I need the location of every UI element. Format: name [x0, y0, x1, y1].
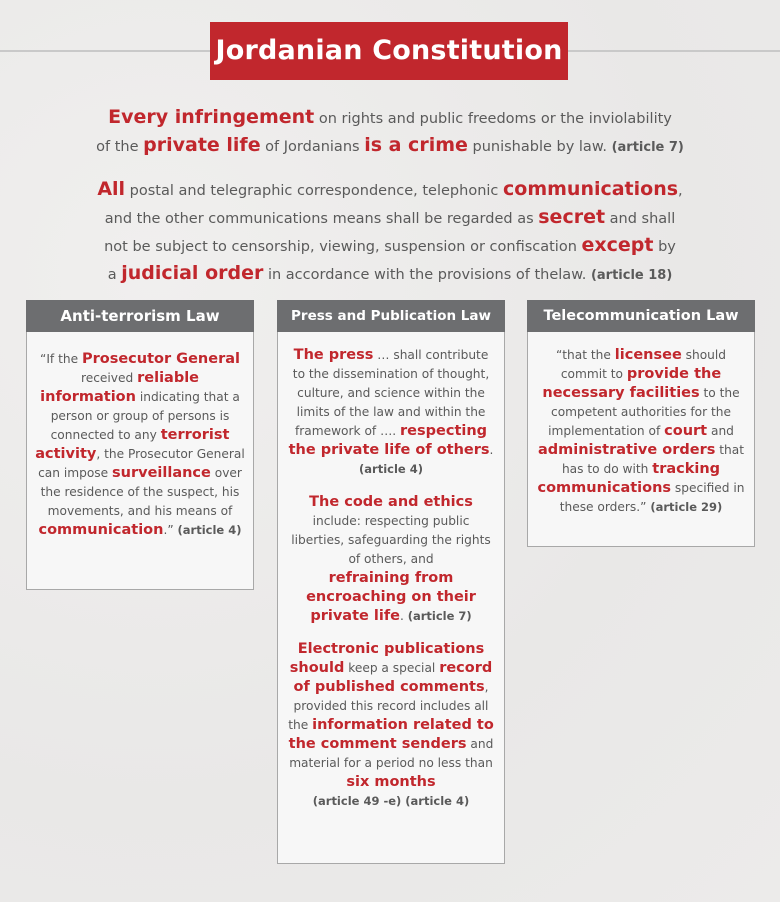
body-text: “If the [40, 352, 82, 366]
highlight-text: Every infringement [108, 106, 315, 128]
page-title: Jordanian Constitution [210, 22, 568, 80]
article-reference: (article 7) [407, 609, 472, 623]
highlight-text: refraining from encroaching on their private life [306, 570, 476, 624]
press-text [288, 346, 494, 825]
highlight-text: All [97, 178, 126, 200]
article-reference: (article 7) [611, 140, 684, 155]
body-text: punishable by law. [467, 139, 612, 155]
press-block-article-4 [288, 346, 494, 479]
highlight-text: information [40, 389, 136, 405]
highlight-text: court [664, 423, 708, 439]
highlight-text: except [581, 234, 654, 256]
body-text: to the competent authorities for the implementation of [548, 386, 740, 438]
highlight-text: licensee [614, 347, 682, 363]
body-text: on rights and public freedoms or the inviolability [314, 111, 672, 127]
body-text: and material for a period no less than [289, 737, 494, 770]
highlight-text: secret [538, 206, 606, 228]
body-text: . [399, 609, 408, 623]
highlight-text: record of published comments [293, 660, 493, 695]
body-text: include: respecting public liberties, safeguarding the rights of others, and [291, 514, 491, 566]
press-heading: Press and Publication Law [277, 300, 505, 332]
title-rule-left [0, 50, 210, 52]
body-text: keep a special [344, 661, 440, 675]
highlight-text: Prosecutor General [81, 351, 240, 367]
body-text: over the residence of the suspect, his movements, and his means of [40, 466, 242, 518]
body-text: and the other communications means shall be regarded as [104, 211, 539, 227]
article-reference: (article 4) [359, 462, 423, 476]
body-text: , provided this record includes all the [288, 680, 489, 732]
body-text: . [489, 443, 494, 457]
highlight-text: judicial order [121, 262, 264, 284]
press-block-article-49 [288, 640, 494, 811]
highlight-text: surveillance [112, 465, 211, 481]
highlight-text: is a crime [364, 134, 468, 156]
body-text: , the Prosecutor General can impose [38, 447, 245, 480]
highlight-text: communication [38, 522, 164, 538]
telecom-heading: Telecommunication Law [527, 300, 755, 332]
title-rule-right [568, 50, 780, 52]
body-text: , [678, 183, 683, 199]
body-text: in accordance with the provisions of thelaw. [263, 267, 591, 283]
body-text: of the [96, 139, 144, 155]
highlight-text: The press [293, 347, 374, 363]
highlight-text: six months [346, 774, 436, 790]
body-text: of Jordanians [260, 139, 365, 155]
article-reference: (article 4) [177, 523, 242, 537]
body-text: by [653, 239, 676, 255]
body-text: received [80, 371, 138, 385]
highlight-text: administrative orders [537, 442, 716, 458]
article-reference: (article 49 -e) (article 4) [312, 794, 470, 808]
body-text: postal and telegraphic correspondence, telephonic [125, 183, 503, 199]
body-text: “that the [555, 348, 615, 362]
body-text: and [707, 424, 734, 438]
article-7-paragraph [60, 104, 720, 161]
body-text: a [107, 267, 122, 283]
press-block-article-7 [288, 493, 494, 626]
highlight-text: communications [503, 178, 679, 200]
telecom-text [536, 346, 746, 517]
article-reference: (article 29) [650, 500, 723, 514]
body-text: specified in these orders.” [559, 481, 745, 514]
highlight-text: The code and ethics [309, 494, 473, 510]
highlight-text: Electronic publications should [289, 641, 485, 676]
anti-terrorism-heading: Anti-terrorism Law [26, 300, 254, 332]
body-text: and shall [605, 211, 676, 227]
body-text: should commit to [560, 348, 727, 381]
body-text: not be subject to censorship, viewing, suspension or confiscation [104, 239, 582, 255]
body-text: … shall contribute to the dissemination of thought, culture, and science within the limits of the law and within the framework of …. [292, 348, 490, 438]
body-text: indicating that a person or group of persons is connected to any [50, 390, 240, 442]
anti-terrorism-text [34, 350, 246, 540]
highlight-text: private life [143, 134, 261, 156]
highlight-text: respecting the private life of others [288, 423, 490, 458]
body-text: .” [163, 523, 178, 537]
highlight-text: information related to the comment senders [288, 717, 494, 752]
highlight-text: provide the necessary facilities [542, 366, 722, 401]
highlight-text: tracking communications [537, 461, 721, 496]
article-18-paragraph [60, 176, 720, 289]
body-text: that has to do with [561, 443, 744, 476]
highlight-text: terrorist activity [35, 427, 230, 462]
article-reference: (article 18) [590, 268, 673, 283]
highlight-text: reliable [137, 370, 200, 386]
